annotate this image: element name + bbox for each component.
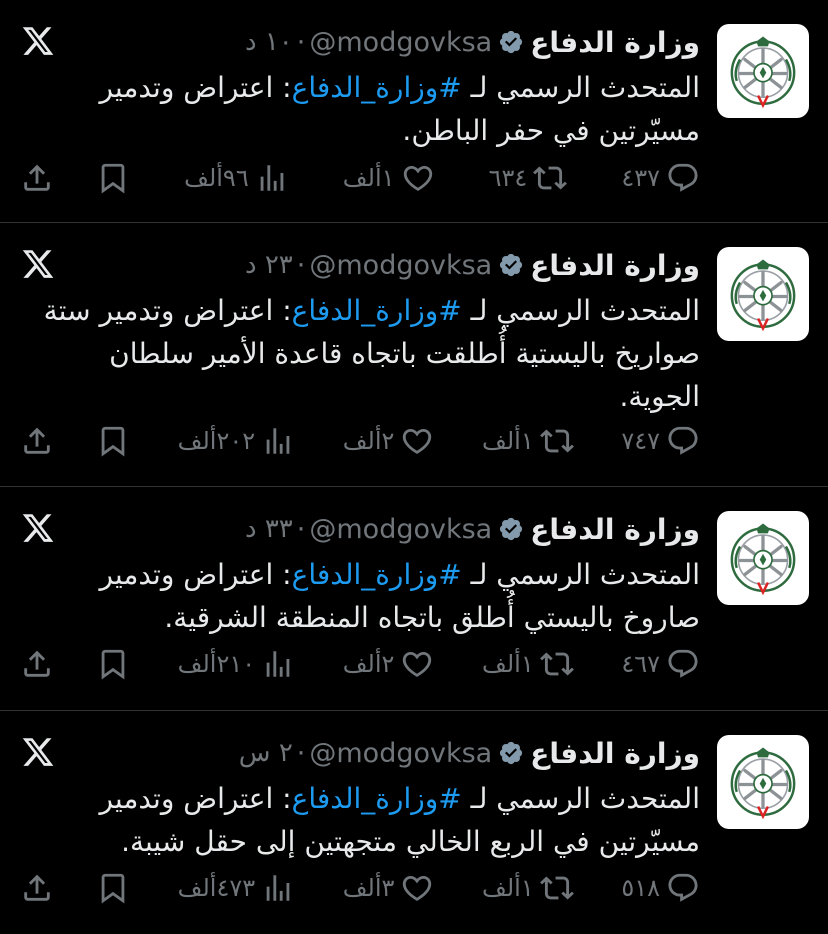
tweet-text-lead: المتحدث الرسمي لـ (461, 558, 700, 591)
x-logo-icon (21, 735, 55, 769)
secondary-actions (20, 647, 130, 681)
retweet-icon (540, 647, 574, 681)
avatar[interactable] (717, 247, 809, 341)
retweet-button[interactable] (480, 871, 574, 905)
reply-count: ٥١٨ (621, 874, 660, 902)
bookmark-icon[interactable] (96, 647, 130, 681)
views-chart-icon (261, 424, 295, 458)
timestamp[interactable]: ٣٣ د (245, 514, 293, 544)
views-chart-icon (261, 871, 295, 905)
heart-icon (401, 161, 435, 195)
x-logo-icon (21, 24, 55, 58)
retweet-count: ١ألف (482, 874, 534, 902)
heart-icon (400, 424, 434, 458)
tweet-header (245, 245, 700, 285)
secondary-actions (20, 424, 130, 458)
tweet-text-rest: : اعتراض وتدمير مسيّرتين في حفر الباطن. (99, 71, 700, 147)
x-logo-icon (21, 511, 55, 545)
retweet-icon (533, 161, 567, 195)
reply-button[interactable] (619, 647, 700, 681)
tweet-text-rest: : اعتراض وتدمير صاروخ باليستي أُطلق باتجاه المنطقة الشرقية. (99, 558, 700, 634)
views-count: ٩٦ألف (184, 164, 249, 192)
retweet-icon (540, 871, 574, 905)
bookmark-icon[interactable] (96, 424, 130, 458)
secondary-actions (20, 161, 130, 195)
retweet-icon (540, 424, 574, 458)
reply-icon (666, 647, 700, 681)
reply-button[interactable] (619, 424, 700, 458)
views-chart-icon (261, 647, 295, 681)
tweet-text-lead: المتحدث الرسمي لـ (461, 294, 700, 327)
hashtag-link[interactable]: #وزارة_الدفاع (291, 558, 462, 591)
handle[interactable]: @modgovksa (309, 513, 493, 545)
avatar[interactable] (717, 24, 809, 118)
reply-count: ٤٣٧ (621, 164, 660, 192)
tweet-text-lead: المتحدث الرسمي لـ (461, 782, 700, 815)
like-count: ٢ألف (342, 427, 395, 455)
handle[interactable]: @modgovksa (309, 737, 493, 769)
tweet-text (20, 777, 700, 863)
separator-dot: · (296, 737, 306, 769)
action-bar (20, 644, 700, 684)
timestamp[interactable]: ١٠ د (245, 27, 293, 57)
ministry-emblem-icon (722, 741, 804, 823)
tweet-card[interactable] (0, 711, 828, 934)
separator-dot: · (296, 513, 306, 545)
share-icon[interactable] (20, 647, 54, 681)
reply-count: ٤٦٧ (621, 650, 660, 678)
tweet-text-rest: : اعتراض وتدمير مسيّرتين في الربع الخالي متجهتين إلى حقل شيبة. (99, 782, 700, 858)
timestamp[interactable]: ٢ س (238, 738, 293, 768)
retweet-button[interactable] (487, 161, 568, 195)
tweet-text (20, 553, 700, 639)
tweet-card[interactable] (0, 0, 828, 223)
heart-icon (400, 647, 434, 681)
retweet-count: ١ألف (482, 427, 534, 455)
action-bar (20, 158, 700, 198)
share-icon[interactable] (20, 871, 54, 905)
like-button[interactable] (341, 647, 435, 681)
tweet-text (20, 289, 700, 418)
tweet-header (245, 22, 700, 62)
ministry-emblem-icon (722, 30, 804, 112)
display-name[interactable]: وزارة الدفاع (530, 512, 700, 546)
separator-dot: · (296, 249, 306, 281)
timestamp[interactable]: ٢٣ د (245, 250, 293, 280)
display-name[interactable]: وزارة الدفاع (530, 248, 700, 282)
ministry-emblem-icon (722, 253, 804, 335)
tweet-card[interactable] (0, 223, 828, 487)
like-count: ٣ألف (342, 874, 395, 902)
reply-button[interactable] (619, 161, 700, 195)
handle[interactable]: @modgovksa (309, 26, 493, 58)
like-button[interactable] (341, 871, 435, 905)
display-name[interactable]: وزارة الدفاع (530, 736, 700, 770)
tweet-header (245, 509, 700, 549)
views-chart-icon (255, 161, 289, 195)
share-icon[interactable] (20, 424, 54, 458)
avatar[interactable] (717, 735, 809, 829)
bookmark-icon[interactable] (96, 161, 130, 195)
verified-badge-icon (498, 29, 524, 55)
views-button[interactable] (176, 424, 296, 458)
retweet-button[interactable] (480, 647, 574, 681)
separator-dot: · (296, 26, 306, 58)
views-button[interactable] (176, 647, 296, 681)
like-button[interactable] (341, 424, 435, 458)
x-logo-icon (21, 247, 55, 281)
avatar[interactable] (717, 511, 809, 605)
tweet-text-lead: المتحدث الرسمي لـ (461, 71, 700, 104)
retweet-count: ١ألف (482, 650, 534, 678)
verified-badge-icon (498, 252, 524, 278)
views-button[interactable] (176, 871, 296, 905)
reply-icon (666, 424, 700, 458)
handle[interactable]: @modgovksa (309, 249, 493, 281)
reply-icon (666, 161, 700, 195)
verified-badge-icon (498, 740, 524, 766)
heart-icon (400, 871, 434, 905)
ministry-emblem-icon (722, 517, 804, 599)
hashtag-link[interactable]: #وزارة_الدفاع (291, 71, 462, 104)
retweet-button[interactable] (480, 424, 574, 458)
tweet-header (239, 733, 700, 773)
like-button[interactable] (341, 161, 435, 195)
action-bar (20, 421, 700, 461)
reply-icon (666, 871, 700, 905)
views-count: ٢١٠ألف (177, 650, 256, 678)
tweet-text-rest: : اعتراض وتدمير ستة صواريخ باليستية أُطلقت باتجاه قاعدة الأمير سلطان الجوية. (43, 294, 700, 413)
reply-button[interactable] (619, 871, 700, 905)
like-count: ٢ألف (342, 650, 395, 678)
tweet-text (20, 66, 700, 152)
like-count: ١ألف (342, 164, 395, 192)
bookmark-icon[interactable] (96, 871, 130, 905)
secondary-actions (20, 871, 130, 905)
views-button[interactable] (182, 161, 289, 195)
views-count: ٢٠٢ألف (177, 427, 256, 455)
reply-count: ٧٤٧ (621, 427, 660, 455)
verified-badge-icon (498, 516, 524, 542)
hashtag-link[interactable]: #وزارة_الدفاع (291, 782, 462, 815)
display-name[interactable]: وزارة الدفاع (530, 25, 700, 59)
retweet-count: ٦٣٤ (488, 164, 528, 192)
views-count: ٤٧٣ألف (177, 874, 256, 902)
hashtag-link[interactable]: #وزارة_الدفاع (291, 294, 462, 327)
tweet-card[interactable] (0, 487, 828, 711)
share-icon[interactable] (20, 161, 54, 195)
action-bar (20, 868, 700, 908)
